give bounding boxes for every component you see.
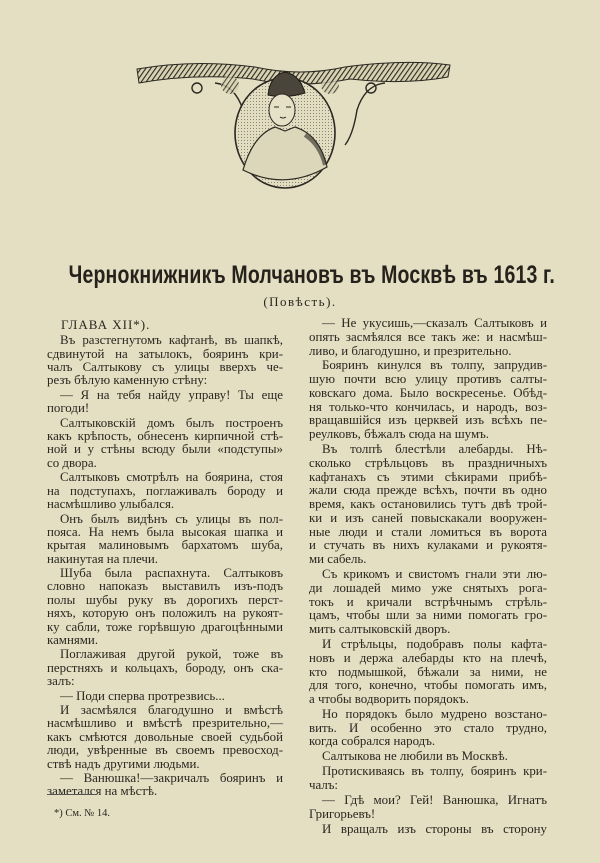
chapter-heading: ГЛАВА XII*).: [61, 317, 151, 332]
text-line: ливо, и благодушно, и презрительно.: [309, 343, 512, 358]
paragraph: [47, 513, 283, 566]
text-line: полы шубы руку въ дорогихъ перст-: [47, 592, 283, 607]
portrait-face: [269, 94, 295, 126]
text-line: на подступахъ, поглаживалъ бороду и: [47, 483, 283, 498]
text-line: резъ бѣлую каменную стѣну:: [47, 373, 208, 388]
text-line: ми сабель.: [309, 552, 367, 567]
text-line: Шуба была распахнута. Салтыковъ: [60, 566, 283, 581]
text-line: токъ и кричали встрѣчнымъ стрѣль-: [309, 594, 547, 609]
text-line: жали сюда прежде всѣхъ, почти въ одно: [309, 483, 547, 498]
text-line: — Не укусишь,—сказалъ Салтыковъ и: [322, 316, 547, 330]
text-line: Григорьевъ!: [309, 806, 376, 821]
text-line: вить. И особенно это стало трудно,: [309, 720, 547, 735]
text-line: — Ванюшка!—закричалъ бояринъ и: [60, 771, 283, 786]
text-line: а чтобы водворить порядокъ.: [309, 692, 469, 706]
text-line: ствѣ надъ другими людьми.: [47, 756, 200, 771]
text-line: время, какъ остановились тутъ двѣ трой-: [309, 497, 547, 512]
text-line: и стучать въ нихъ кулаками и рукоятя-: [309, 538, 547, 553]
article-subtitle: (Повѣсть).: [263, 294, 337, 309]
text-line: ку сабли, тоже горѣвшую драгоцѣнными: [47, 619, 283, 634]
text-line: новъ и держа алебарды кто на плечѣ,: [309, 650, 547, 665]
paragraph: [47, 334, 283, 387]
text-line: Салтыковъ смотрѣлъ на боярина, стоя: [60, 470, 283, 485]
text-line: заметался на мѣстѣ.: [47, 784, 158, 799]
right-column: [309, 317, 547, 838]
paragraph: [47, 690, 283, 703]
text-line: ковскаго дома. Было воскресенье. Обѣд-: [309, 385, 547, 400]
text-line: насмѣшливо улыбался.: [47, 497, 175, 512]
text-line: — Я на тебя найду управу! Ты еще: [60, 387, 283, 402]
text-line: какъ крѣпость, обнесенъ кирпичной стѣ-: [47, 429, 283, 444]
paragraph: [309, 750, 547, 764]
text-line: сдвинутой на затылокъ, бояринъ кри-: [47, 346, 283, 361]
text-line: камнями.: [47, 632, 99, 647]
text-line: опять засмѣялся все такъ же: и насмѣш-: [309, 329, 547, 344]
paragraph: [309, 359, 547, 442]
text-line: няхъ, которую онъ положилъ на рукоят-: [47, 606, 283, 621]
text-line: насмѣшливо и вмѣстѣ презрительно,—: [47, 716, 283, 731]
text-line: — Поди сперва протрезвись...: [60, 688, 225, 703]
text-line: реулковъ, бѣжалъ сюда на шумъ.: [309, 427, 489, 442]
paragraph: [47, 704, 283, 771]
text-line: ня только-что кончилась, и народъ, воз-: [309, 399, 547, 414]
paragraph: [47, 389, 283, 416]
text-line: люди, увѣренные въ своемъ превосход-: [47, 743, 283, 758]
paragraph: [47, 417, 283, 470]
text-line: словно напоказъ выставилъ изъ-подъ: [47, 579, 283, 594]
text-line: Онъ былъ видѣнъ съ улицы въ пол-: [60, 511, 283, 526]
paragraph: [309, 638, 547, 707]
text-line: шую почти всю улицу противъ салты-: [309, 372, 547, 387]
text-line: ки и изъ саней повыскакали вооружен-: [309, 510, 547, 525]
paragraph: [47, 471, 283, 511]
text-line: вращавшійся изъ церквей изъ всѣхъ пе-: [309, 413, 547, 428]
paragraph: [309, 568, 547, 637]
text-line: ди лошадей мимо уже снятыхъ рога-: [309, 580, 547, 595]
text-line: пояса. На немъ была высокая шапка и: [47, 524, 283, 539]
text-line: для того, конечно, чтобы помогать имъ,: [309, 678, 547, 693]
text-line: когда собрался народъ.: [309, 734, 436, 749]
text-line: — Гдѣ мои? Гей! Ванюшка, Игнатъ: [322, 793, 547, 807]
paragraph: [309, 794, 547, 822]
text-line: Въ толпѣ блестѣли алебарды. Нѣ-: [322, 442, 547, 457]
text-line: залъ:: [47, 674, 75, 689]
text-line: Въ разстегнутомъ кафтанѣ, въ шапкѣ,: [60, 333, 283, 348]
text-line: ной и у стѣны всюду были «подступы»: [47, 442, 283, 457]
text-line: И засмѣялся благодушно и вмѣстѣ: [60, 703, 283, 718]
text-line: Но порядокъ было мудрено возстано-: [322, 706, 547, 721]
paragraph: [309, 823, 547, 837]
paragraph: [309, 765, 547, 793]
text-line: ные люди и стали ломиться въ ворота: [309, 524, 547, 539]
text-line: цамъ, чтобы шли за ними помогать гро-: [309, 608, 547, 623]
article-title: Чернокнижникъ Молчановъ въ Москвѣ въ 1613 г.: [68, 261, 555, 289]
text-line: Протискиваясь въ толпу, бояринъ кри-: [322, 764, 547, 779]
text-line: накинутая на плечи.: [47, 551, 158, 566]
paragraph: [309, 708, 547, 749]
paragraph: [47, 567, 283, 647]
text-line: Салтыковскій домъ былъ построенъ: [60, 415, 283, 430]
text-line: И стрѣльцы, подобравъ полы кафта-: [322, 637, 547, 651]
portrait-medallion-illustration: [135, 55, 465, 195]
text-line: чалъ:: [309, 778, 338, 793]
text-line: И вращалъ изъ стороны въ сторону: [322, 821, 547, 836]
text-line: Поглаживая другой рукой, тоже въ: [60, 647, 283, 662]
paragraph: [309, 317, 547, 358]
text-line: сколько стрѣльцовъ въ праздничныхъ: [309, 455, 547, 470]
text-line: погоди!: [47, 401, 90, 416]
text-line: Съ крикомъ и свистомъ гнали эти лю-: [322, 567, 547, 582]
text-line: мить салтыковскій дворъ.: [309, 622, 451, 637]
text-line: кафтанахъ съ этими сѣкирами прибѣ-: [309, 469, 547, 484]
text-line: крытая малиновымъ бархатомъ шуба,: [47, 538, 283, 553]
footnote: *) См. № 14.: [54, 808, 111, 819]
text-line: Салтыкова не любили въ Москвѣ.: [322, 749, 508, 764]
footnote-divider: [47, 794, 97, 795]
text-line: перстняхъ и кольцахъ, бороду, онъ ска-: [47, 660, 283, 675]
article-title-wrap: [0, 261, 600, 290]
text-line: кто подмышкой, бѣжали за ними, не: [309, 664, 547, 679]
paragraph: [309, 443, 547, 567]
text-line: какъ смѣются довольные своей судьбой: [47, 729, 283, 744]
text-line: со двора.: [47, 455, 97, 470]
text-line: Бояринъ кинулся въ толпу, запрудив-: [322, 358, 547, 373]
text-line: чалъ Салтыкову съ улицы вверхъ че-: [47, 360, 283, 375]
left-column: [47, 318, 283, 800]
paragraph: [47, 648, 283, 688]
